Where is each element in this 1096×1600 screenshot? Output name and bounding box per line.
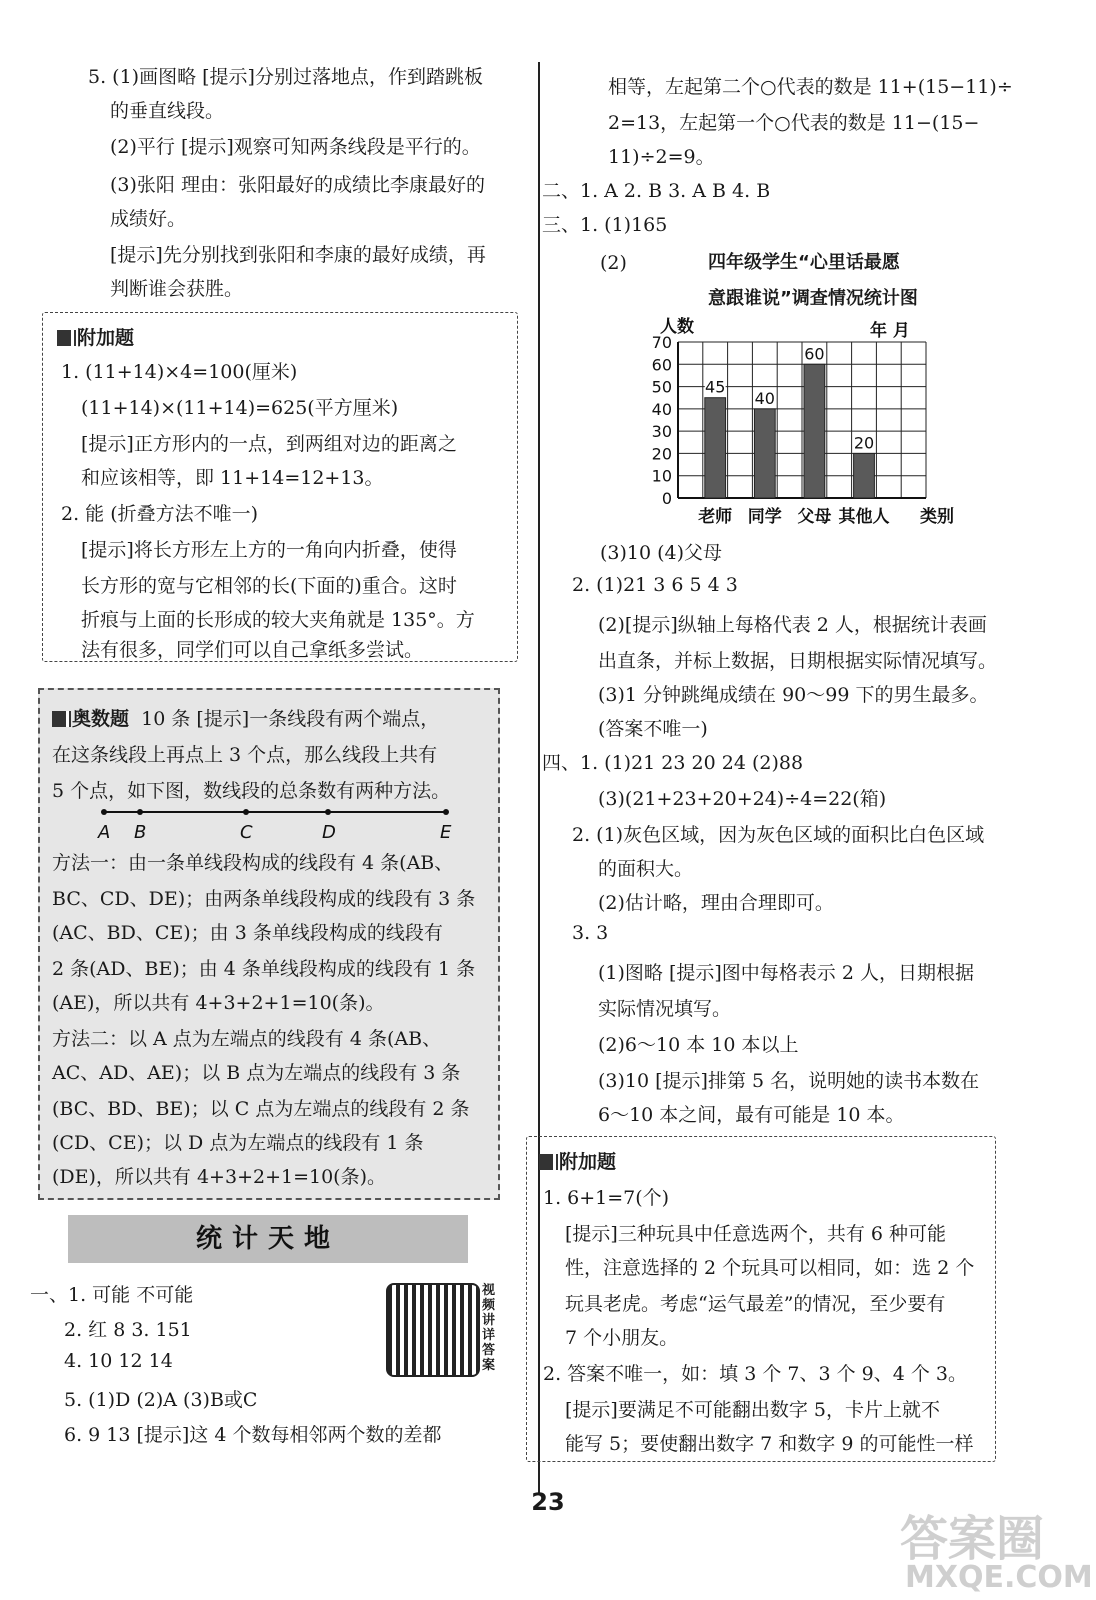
olympiad-line-1 [52, 704, 439, 731]
olympiad-box [38, 688, 500, 1200]
part4-line-2: (3)(21+23+20+24)÷4=22(箱) [598, 788, 887, 810]
olympiad-title: 奥数题 [72, 708, 130, 730]
bar-chart [630, 310, 990, 532]
olympiad-line-5: BC、CD、DE)；由两条单线段构成的线段有 3 条 [52, 888, 476, 910]
chart-label: (2) [600, 252, 627, 274]
y-axis-label: 人数 [660, 317, 694, 337]
olympiad-line-4: 方法一：由一条单线段构成的线段有 4 条(AB、 [52, 852, 454, 874]
segment-point-C [243, 809, 249, 815]
qr-label: 视频讲详答案 [482, 1283, 496, 1373]
segment-point-D [325, 809, 331, 815]
part4-line-7: (1)图略 [提示]图中每格表示 2 人，日期根据 [598, 962, 974, 984]
part3-line-2: 2. (1)21 3 6 5 4 3 [572, 574, 738, 596]
x-tick-label: 同学 [747, 507, 782, 527]
olympiad-line-12: (CD、CE)；以 D 点为左端点的线段有 1 条 [52, 1132, 424, 1154]
y-tick-label: 30 [651, 422, 672, 442]
olympiad-line-10: AC、AD、AE)；以 B 点为左端点的线段有 3 条 [52, 1062, 461, 1084]
bar-value-label: 45 [705, 377, 726, 397]
extra1-line-3: [提示]正方形内的一点，到两组对边的距离之 [81, 433, 457, 455]
q5-line-5: 成绩好。 [110, 208, 187, 230]
olympiad-line-9: 方法二：以 A 点为左端点的线段有 4 条(AB、 [52, 1028, 442, 1050]
extra-title-2-text: 附加题 [559, 1151, 617, 1173]
right-top-line-3: 11)÷2=9。 [608, 146, 715, 168]
olympiad-line-6: (AC、BD、CE)；由 3 条单线段构成的线段有 [52, 922, 443, 944]
q5-line-4: (3)张阳 理由：张阳最好的成绩比李康最好的 [110, 174, 485, 196]
extra-question-box-1 [42, 312, 518, 662]
extra2-line-2: [提示]三种玩具中任意选两个，共有 6 种可能 [565, 1223, 946, 1245]
watermark-logo: 答案圈 [900, 1511, 1045, 1567]
part4-line-11: 6～10 本之间，最有可能是 10 本。 [598, 1104, 905, 1126]
part4-line-10: (3)10 [提示]排第 5 名，说明她的读书本数在 [598, 1070, 980, 1092]
chart-title-line-1: 四年级学生“心里话最愿 [708, 252, 900, 273]
x-tick-label: 老师 [698, 507, 733, 527]
section-mark-icon [52, 711, 69, 727]
extra1-line-7: 长方形的宽与它相邻的长(下面的)重合。这时 [81, 575, 457, 597]
segment-point-B [137, 809, 143, 815]
bar-value-label: 60 [804, 344, 825, 364]
olympiad-line-7: 2 条(AD、BE)；由 4 条单线段构成的线段有 1 条 [52, 958, 476, 980]
x-tick-label: 其他人 [838, 507, 890, 527]
bar-value-label: 20 [853, 433, 875, 453]
segment-point-A [101, 809, 107, 815]
stats-line-5: 6. 9 13 [提示]这 4 个数每相邻两个数的差都 [64, 1424, 442, 1446]
right-top-line-2: 2=13，左起第一个○代表的数是 11−(15− [608, 112, 980, 134]
part3-line-6: (答案不唯一) [598, 718, 708, 740]
q5-line-7: 判断谁会获胜。 [110, 278, 244, 300]
extra2-line-4: 玩具老虎。考虑“运气最差”的情况，至少要有 [565, 1293, 946, 1315]
extra2-line-6: 2. 答案不唯一，如：填 3 个 7、3 个 9、4 个 3。 [543, 1363, 967, 1385]
date-label: 年 月 [870, 321, 910, 341]
part4-line-9: (2)6～10 本 10 本以上 [598, 1034, 799, 1056]
extra1-line-5: 2. 能 (折叠方法不唯一) [61, 503, 259, 525]
section-title-banner: 统计天地 [68, 1215, 468, 1263]
extra-question-box-2 [526, 1136, 996, 1462]
stats-line-1: 一、1. 可能 不可能 [30, 1284, 194, 1306]
stats-line-4: 5. (1)D (2)A (3)B或C [64, 1389, 258, 1411]
y-tick-label: 40 [651, 399, 672, 419]
y-tick-label: 20 [651, 444, 672, 464]
part3-line-1: (3)10 (4)父母 [600, 542, 723, 564]
y-tick-label: 60 [651, 355, 672, 375]
right-top-line-1: 相等，左起第二个○代表的数是 11+(15−11)÷ [608, 76, 1013, 98]
extra2-line-1: 1. 6+1=7(个) [543, 1187, 670, 1209]
part4-line-5: (2)估计略，理由合理即可。 [598, 892, 834, 914]
extra1-line-8: 折痕与上面的长形成的较大夹角就是 135°。方 [81, 609, 475, 631]
segment-point-label: C [240, 822, 253, 843]
extra2-line-5: 7 个小朋友。 [565, 1327, 679, 1349]
stats-line-3: 4. 10 12 14 [64, 1350, 173, 1372]
bar-同学 [754, 409, 775, 498]
section-mark-icon [57, 330, 74, 346]
watermark-url: MXQE.COM [905, 1560, 1093, 1595]
y-tick-label: 70 [651, 333, 672, 352]
extra1-line-4: 和应该相等，即 11+14=12+13。 [81, 467, 384, 489]
y-tick-label: 50 [651, 377, 672, 397]
part4-line-1: 四、1. (1)21 23 20 24 (2)88 [542, 752, 804, 774]
extra2-line-3: 性，注意选择的 2 个玩具可以相同，如：选 2 个 [565, 1257, 975, 1279]
stats-line-2: 2. 红 8 3. 151 [64, 1319, 192, 1341]
extra1-line-2: (11+14)×(11+14)=625(平方厘米) [81, 397, 399, 419]
extra1-line-6: [提示]将长方形左上方的一角向内折叠，使得 [81, 539, 457, 561]
y-tick-label: 10 [651, 466, 672, 486]
q5-line-2: 的垂直线段。 [110, 100, 225, 122]
extra-title-1-text: 附加题 [77, 327, 135, 349]
qr-code-icon[interactable] [386, 1283, 480, 1377]
olympiad-line-8: (AE)，所以共有 4+3+2+1=10(条)。 [52, 992, 385, 1014]
part4-line-4: 的面积大。 [598, 858, 694, 880]
extra2-line-8: 能写 5；要使翻出数字 7 和数字 9 的可能性一样 [565, 1433, 974, 1455]
part3-line-5: (3)1 分钟跳绳成绩在 90～99 下的男生最多。 [598, 684, 989, 706]
segment-point-label: B [134, 822, 147, 843]
bar-老师 [705, 398, 726, 498]
chart-title-line-2: 意跟谁说”调查情况统计图 [708, 288, 918, 309]
section-mark-icon [539, 1154, 556, 1170]
olympiad-line-13: (DE)，所以共有 4+3+2+1=10(条)。 [52, 1166, 387, 1188]
y-tick-label: 0 [661, 489, 672, 508]
extra-title-1 [57, 323, 134, 350]
q5-line-6: [提示]先分别找到张阳和李康的最好成绩，再 [110, 244, 486, 266]
x-axis-label: 类别 [920, 507, 954, 527]
part3-line-3: (2)[提示]纵轴上每格代表 2 人，根据统计表画 [598, 614, 987, 636]
extra-title-2 [539, 1147, 616, 1174]
part4-line-6: 3. 3 [572, 922, 609, 944]
part3-line-4: 出直条，并标上数据，日期根据实际情况填写。 [598, 650, 998, 672]
olympiad-text-1: 10 条 [提示]一条线段有两个端点， [141, 708, 440, 730]
bar-其他人 [854, 453, 875, 498]
part3-q1: 三、1. (1)165 [542, 214, 668, 236]
part2-answers: 二、1. A 2. B 3. A B 4. B [542, 180, 771, 202]
bar-父母 [804, 364, 825, 498]
segment-point-label: E [440, 822, 452, 843]
segment-diagram [90, 802, 470, 844]
extra1-line-1: 1. (11+14)×4=100(厘米) [61, 361, 298, 383]
q5-line-1: 5. (1)画图略 [提示]分别过落地点，作到踏跳板 [88, 66, 483, 88]
x-tick-label: 父母 [797, 507, 832, 527]
q5-line-3: (2)平行 [提示]观察可知两条线段是平行的。 [110, 136, 481, 158]
segment-point-label: D [322, 822, 336, 843]
segment-point-label: A [98, 822, 111, 843]
extra2-line-7: [提示]要满足不可能翻出数字 5，卡片上就不 [565, 1399, 940, 1421]
segment-point-E [443, 809, 449, 815]
bar-value-label: 40 [754, 388, 775, 408]
extra1-line-9: 法有很多，同学们可以自己拿纸多尝试。 [81, 639, 424, 661]
olympiad-line-11: (BC、BD、BE)；以 C 点为左端点的线段有 2 条 [52, 1098, 470, 1120]
olympiad-line-2: 在这条线段上再点上 3 个点，那么线段上共有 [52, 744, 438, 766]
page-number: 23 [531, 1488, 565, 1516]
part4-line-8: 实际情况填写。 [598, 998, 732, 1020]
part4-line-3: 2. (1)灰色区域，因为灰色区域的面积比白色区域 [572, 824, 985, 846]
olympiad-line-3: 5 个点，如下图，数线段的总条数有两种方法。 [52, 780, 451, 802]
